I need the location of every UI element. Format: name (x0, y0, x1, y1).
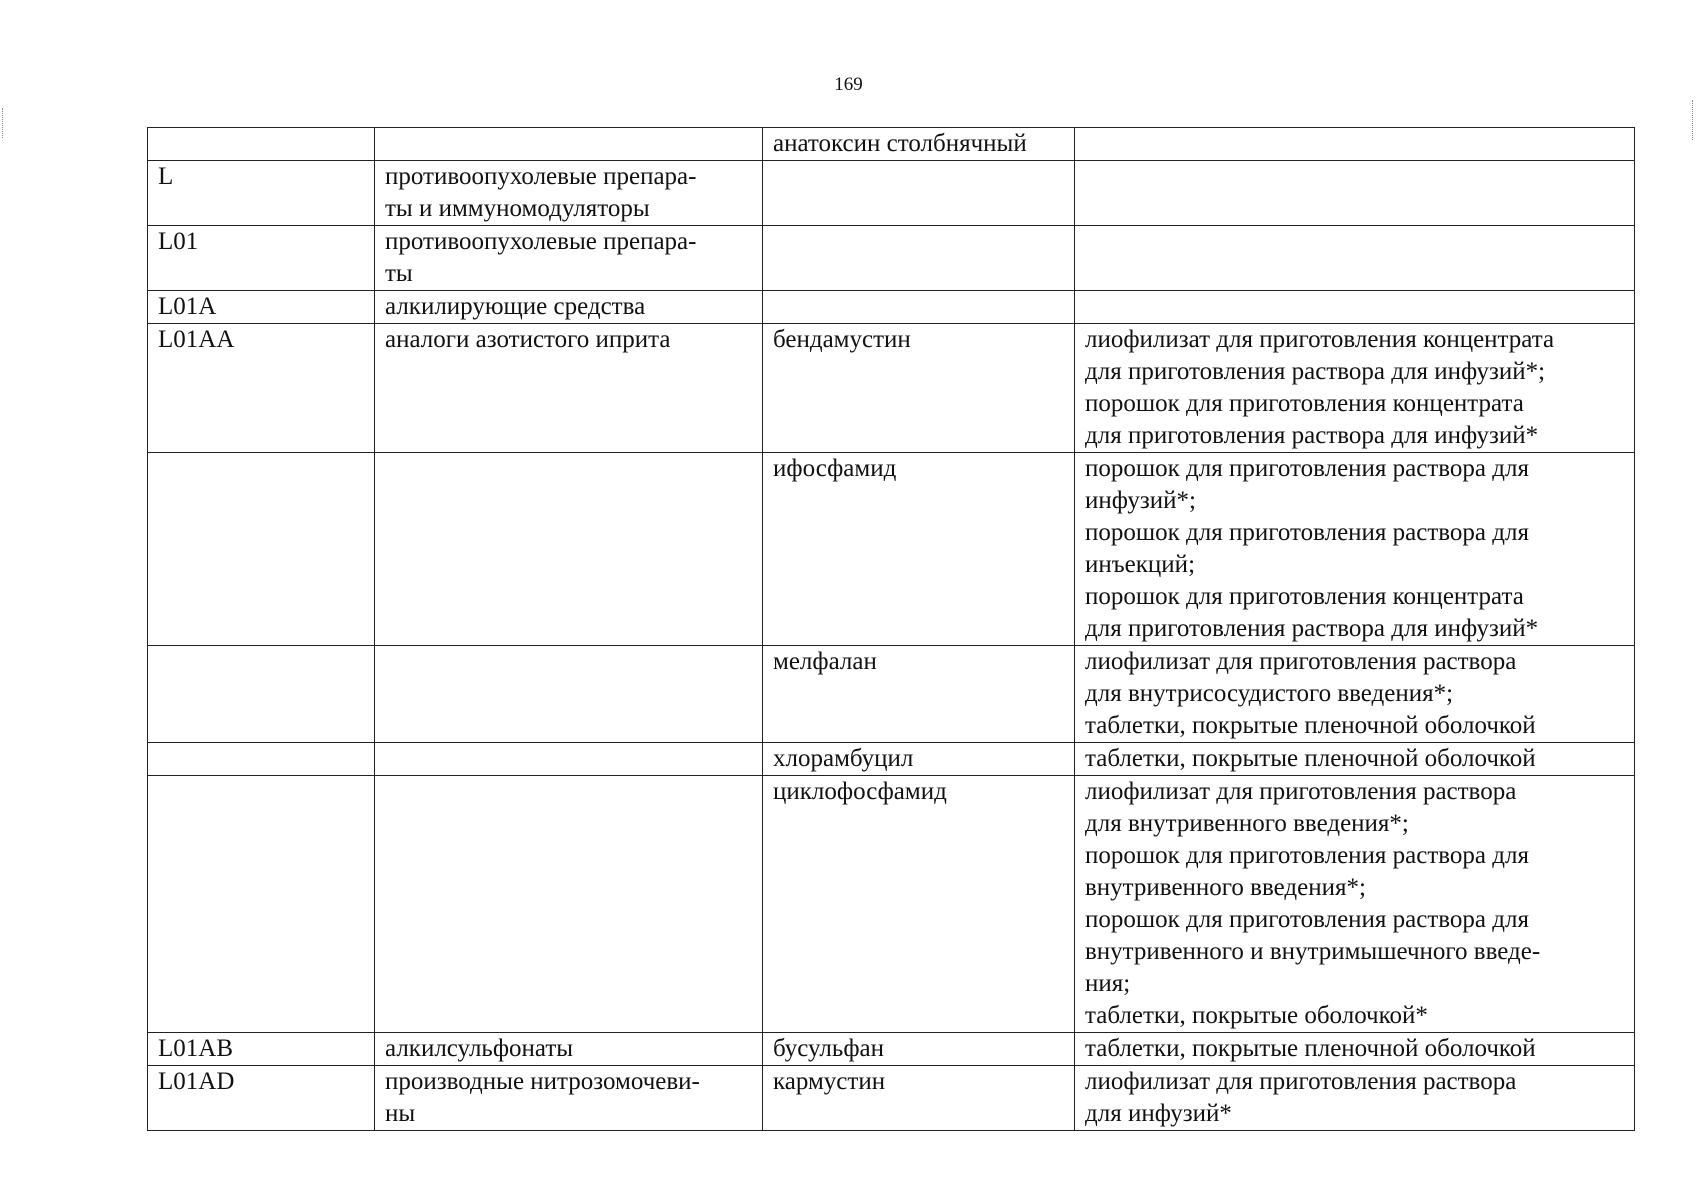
atc-code-cell (148, 743, 375, 776)
dosage-forms-cell (1075, 743, 1635, 776)
anatomical-group-cell (375, 226, 763, 291)
cell-text-line: противоопухолевые препара- (385, 163, 697, 190)
cell-text-line: для приготовления раствора для инфузий*; (1085, 358, 1546, 385)
page-number: 169 (834, 74, 863, 95)
cell-text-line: L01A (158, 293, 217, 320)
cell-text-line: для внутривенного введения*; (1085, 810, 1409, 837)
table-row (148, 743, 1635, 776)
cell-text-line: ифосфамид (773, 455, 897, 482)
drug-list-table (147, 127, 1635, 1131)
cell-text-line: внутривенного введения*; (1085, 874, 1366, 901)
drug-name-cell (763, 291, 1075, 324)
cell-text-line: аналоги азотистого иприта (385, 326, 671, 353)
cell-text-line: алкилсульфонаты (385, 1035, 574, 1062)
cell-text-line: лиофилизат для приготовления раствора (1085, 1068, 1517, 1095)
cell-text-line: хлорамбуцил (773, 745, 914, 772)
table-row (148, 161, 1635, 226)
cell-text-line: ты и иммуномодуляторы (385, 195, 650, 222)
drug-name-cell (763, 646, 1075, 743)
atc-code-cell (148, 226, 375, 291)
drug-name-cell (763, 128, 1075, 161)
cell-text-line: лиофилизат для приготовления концентрата (1085, 326, 1555, 353)
dosage-forms-cell (1075, 291, 1635, 324)
dosage-forms-cell (1075, 776, 1635, 1033)
dosage-forms-cell (1075, 128, 1635, 161)
dosage-forms-cell (1075, 453, 1635, 646)
drug-name-cell (763, 324, 1075, 453)
cell-text-line: мелфалан (773, 648, 877, 675)
anatomical-group-cell (375, 1033, 763, 1066)
cell-text-line: порошок для приготовления раствора для (1085, 906, 1529, 933)
drug-name-cell (763, 226, 1075, 291)
dosage-forms-cell (1075, 161, 1635, 226)
atc-code-cell (148, 128, 375, 161)
atc-code-cell (148, 453, 375, 646)
cell-text-line: ты (385, 260, 413, 287)
table-row (148, 453, 1635, 646)
cell-text-line: инфузий*; (1085, 487, 1196, 514)
anatomical-group-cell (375, 646, 763, 743)
atc-code-cell (148, 776, 375, 1033)
cell-text-line: циклофосфамид (773, 778, 947, 805)
cell-text-line: порошок для приготовления раствора для (1085, 842, 1529, 869)
dosage-forms-cell (1075, 1033, 1635, 1066)
table-row (148, 128, 1635, 161)
anatomical-group-cell (375, 128, 763, 161)
anatomical-group-cell (375, 291, 763, 324)
cell-text-line: ны (385, 1100, 416, 1127)
atc-code-cell (148, 1066, 375, 1131)
dosage-forms-cell (1075, 646, 1635, 743)
table-row (148, 226, 1635, 291)
cell-text-line: бендамустин (773, 326, 911, 353)
atc-code-cell (148, 324, 375, 453)
table-body (148, 128, 1635, 1131)
cell-text-line: порошок для приготовления концентрата (1085, 390, 1524, 417)
anatomical-group-cell (375, 743, 763, 776)
cell-text-line: таблетки, покрытые пленочной оболочкой (1085, 712, 1536, 739)
atc-code-cell (148, 161, 375, 226)
atc-code-cell (148, 291, 375, 324)
anatomical-group-cell (375, 161, 763, 226)
scan-margin-mark (2, 108, 5, 138)
cell-text-line: L01 (158, 228, 199, 255)
cell-text-line: инъекций; (1085, 551, 1196, 578)
cell-text-line: таблетки, покрытые пленочной оболочкой (1085, 745, 1536, 772)
dosage-forms-cell (1075, 1066, 1635, 1131)
drug-name-cell (763, 161, 1075, 226)
dosage-forms-cell (1075, 226, 1635, 291)
anatomical-group-cell (375, 776, 763, 1033)
cell-text-line: L01AA (158, 326, 235, 353)
cell-text-line: внутривенного и внутримышечного введе- (1085, 938, 1541, 965)
drug-name-cell (763, 776, 1075, 1033)
cell-text-line: производные нитрозомочеви- (385, 1068, 700, 1095)
cell-text-line: анатоксин столбнячный (773, 130, 1027, 157)
cell-text-line: кармустин (773, 1068, 886, 1095)
cell-text-line: L01AB (158, 1035, 233, 1062)
cell-text-line: лиофилизат для приготовления раствора (1085, 778, 1517, 805)
drug-name-cell (763, 1033, 1075, 1066)
cell-text-line: ния; (1085, 970, 1131, 997)
cell-text-line: бусульфан (773, 1035, 884, 1062)
cell-text-line: противоопухолевые препара- (385, 228, 697, 255)
anatomical-group-cell (375, 453, 763, 646)
drug-name-cell (763, 453, 1075, 646)
cell-text-line: для приготовления раствора для инфузий* (1085, 615, 1539, 642)
cell-text-line: L01AD (158, 1068, 235, 1095)
cell-text-line: порошок для приготовления раствора для (1085, 455, 1529, 482)
anatomical-group-cell (375, 1066, 763, 1131)
table-row (148, 776, 1635, 1033)
dosage-forms-cell (1075, 324, 1635, 453)
scan-margin-mark (1692, 100, 1695, 140)
table-row (148, 1066, 1635, 1131)
atc-code-cell (148, 646, 375, 743)
cell-text-line: для инфузий* (1085, 1100, 1232, 1127)
cell-text-line: алкилирующие средства (385, 293, 646, 320)
cell-text-line: порошок для приготовления раствора для (1085, 519, 1529, 546)
table-row (148, 1033, 1635, 1066)
drug-name-cell (763, 1066, 1075, 1131)
drug-name-cell (763, 743, 1075, 776)
cell-text-line: для приготовления раствора для инфузий* (1085, 422, 1539, 449)
cell-text-line: таблетки, покрытые оболочкой* (1085, 1002, 1428, 1029)
table-row (148, 646, 1635, 743)
cell-text-line: порошок для приготовления концентрата (1085, 583, 1524, 610)
table-row (148, 291, 1635, 324)
cell-text-line: для внутрисосудистого введения*; (1085, 680, 1454, 707)
cell-text-line: L (158, 163, 174, 190)
cell-text-line: таблетки, покрытые пленочной оболочкой (1085, 1035, 1536, 1062)
table-row (148, 324, 1635, 453)
cell-text-line: лиофилизат для приготовления раствора (1085, 648, 1517, 675)
atc-code-cell (148, 1033, 375, 1066)
anatomical-group-cell (375, 324, 763, 453)
